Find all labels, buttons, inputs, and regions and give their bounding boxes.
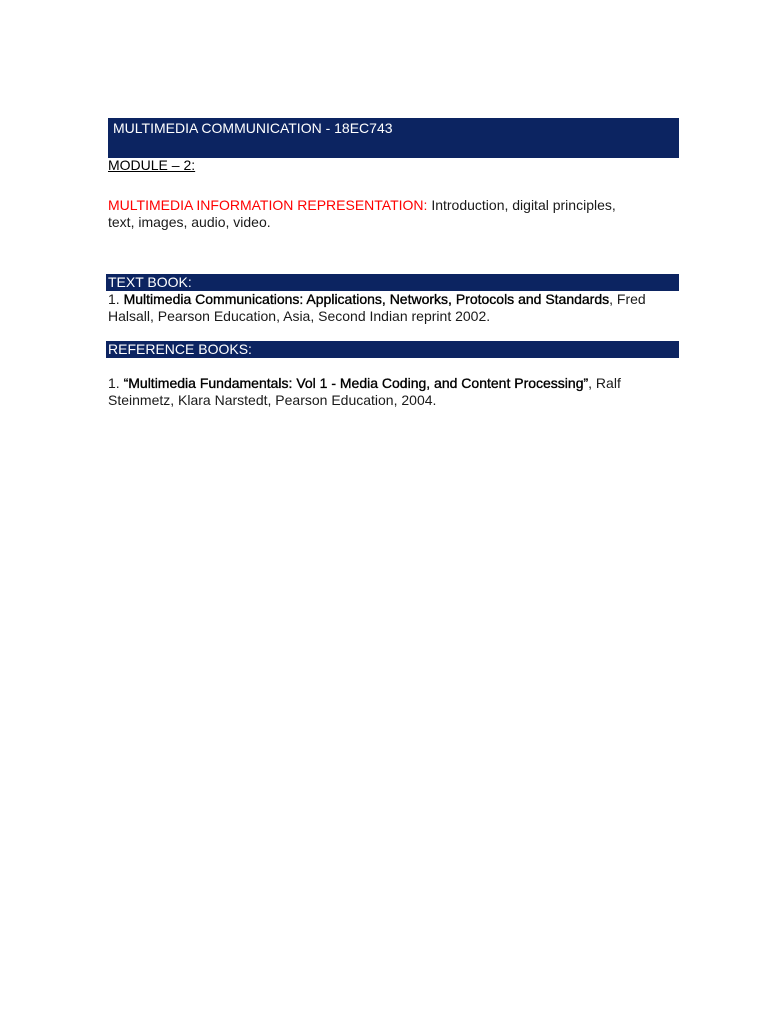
course-title-bar bbox=[108, 118, 679, 158]
text-book-heading: TEXT BOOK: bbox=[108, 274, 192, 290]
course-title: MULTIMEDIA COMMUNICATION - 18EC743 bbox=[113, 120, 393, 136]
reference-books-heading: REFERENCE BOOKS: bbox=[108, 341, 252, 357]
reference-book-title: “Multimedia Fundamentals: Vol 1 - Media Coding, and Content Processing” bbox=[123, 375, 589, 391]
text-book-entry bbox=[108, 291, 674, 324]
module-topic: MULTIMEDIA INFORMATION REPRESENTATION: bbox=[108, 197, 428, 213]
text-book-details: , Fred Halsall, Pearson Education, Asia, Second Indian reprint 2002. bbox=[108, 291, 646, 324]
reference-books-heading-bar bbox=[106, 341, 679, 358]
module-description-line2: text, images, audio, video. bbox=[108, 214, 271, 230]
text-book-heading-bar bbox=[106, 274, 679, 291]
reference-book-details: , Ralf Steinmetz, Klara Narstedt, Pearson Education, 2004. bbox=[108, 375, 621, 408]
text-book-number: 1. bbox=[108, 291, 124, 307]
reference-book-number: 1. bbox=[108, 375, 124, 391]
module-syllabus bbox=[108, 197, 668, 231]
module-heading: MODULE – 2: bbox=[108, 157, 196, 173]
module-description-line1: Introduction, digital principles, bbox=[427, 197, 616, 213]
reference-book-entry bbox=[108, 375, 674, 408]
text-book-title: Multimedia Communications: Applications, Networks, Protocols and Standards bbox=[123, 291, 610, 307]
